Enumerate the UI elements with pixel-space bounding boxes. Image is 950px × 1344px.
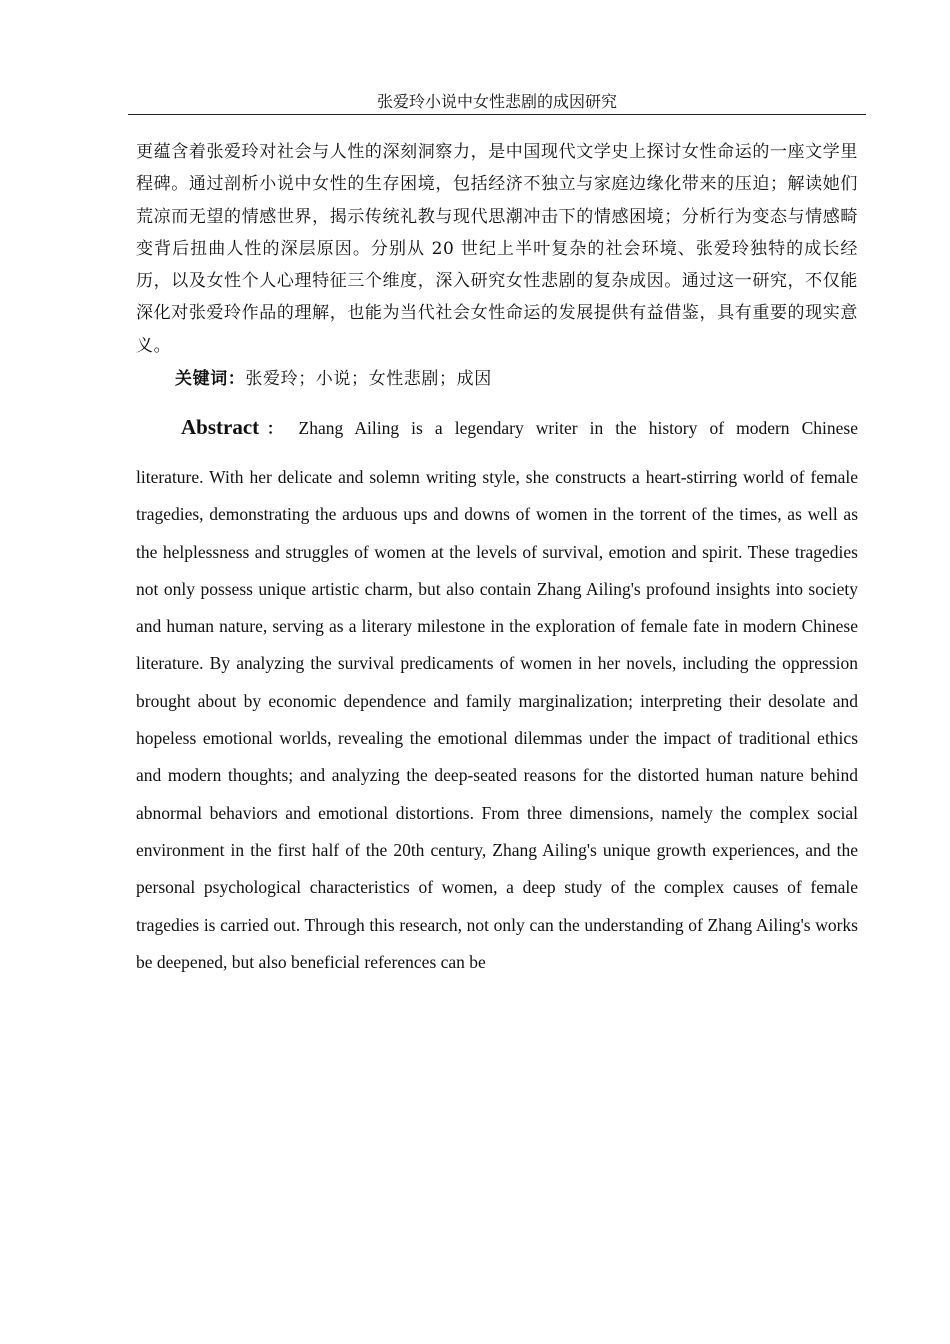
running-header-title: 张爱玲小说中女性悲剧的成因研究 [376, 92, 617, 111]
keywords-values: 张爱玲；小说；女性悲剧；成因 [245, 369, 492, 389]
english-abstract-first-line [136, 410, 858, 447]
header-divider [128, 114, 866, 115]
keywords-label: 关键词： [175, 369, 246, 389]
chinese-abstract-paragraph: 更蕴含着张爱玲对社会与人性的深刻洞察力，是中国现代文学史上探讨女性命运的一座文学里程碑。通过剖析小说中女性的生存困境，包括经济不独立与家庭边缘化带来的压迫；解读她们荒凉而无望的情感世界，揭示传统礼教与现代思潮冲击下的情感困境；分析行为变态与情感畸变背后扭曲人性的深层原因。分别从 20 世纪上半叶复杂的社会环境、张爱玲独特的成长经历，以及女性个人心理特征三个维度，深入研究女性悲剧的复杂成因。通过这一研究，不仅能深化对张爱玲作品的理解，也能为当代社会女性命运的发展提供有益借鉴，具有重要的现实意义。 [136, 142, 858, 356]
abstract-first-line-text: Zhang Ailing is a legendary writer in the history of modern Chinese [298, 418, 858, 438]
abstract-colon: ： [259, 421, 291, 438]
english-abstract-paragraph: literature. With her delicate and solemn writing style, she constructs a heart-stirring world of female tragedies, demonstrating the arduous ups and downs of women in the torrent of the times, as well as the helplessness and struggles of women at the levels of survival, emotion and spirit. These tragedies not only possess unique artistic charm, but also contain Zhang Ailing's profound insights into society and human nature, serving as a literary milestone in the exploration of female fate in modern Chinese literature. By analyzing the survival predicaments of women in her novels, including the oppression brought about by economic dependence and family marginalization; interpreting their desolate and hopeless emotional worlds, revealing the emotional dilemmas under the impact of traditional ethics and modern thoughts; and analyzing the deep-seated reasons for the distorted human nature behind abnormal behaviors and emotional distortions. From three dimensions, namely the complex social environment in the first half of the 20th century, Zhang Ailing's unique growth experiences, and the personal psychological characteristics of women, a deep study of the complex causes of female tragedies is carried out. Through this research, not only can the understanding of Zhang Ailing's works be deepened, but also beneficial references can be [136, 467, 858, 972]
english-abstract [136, 410, 858, 981]
abstract-label: Abstract [181, 415, 260, 439]
keywords-line [175, 366, 492, 392]
